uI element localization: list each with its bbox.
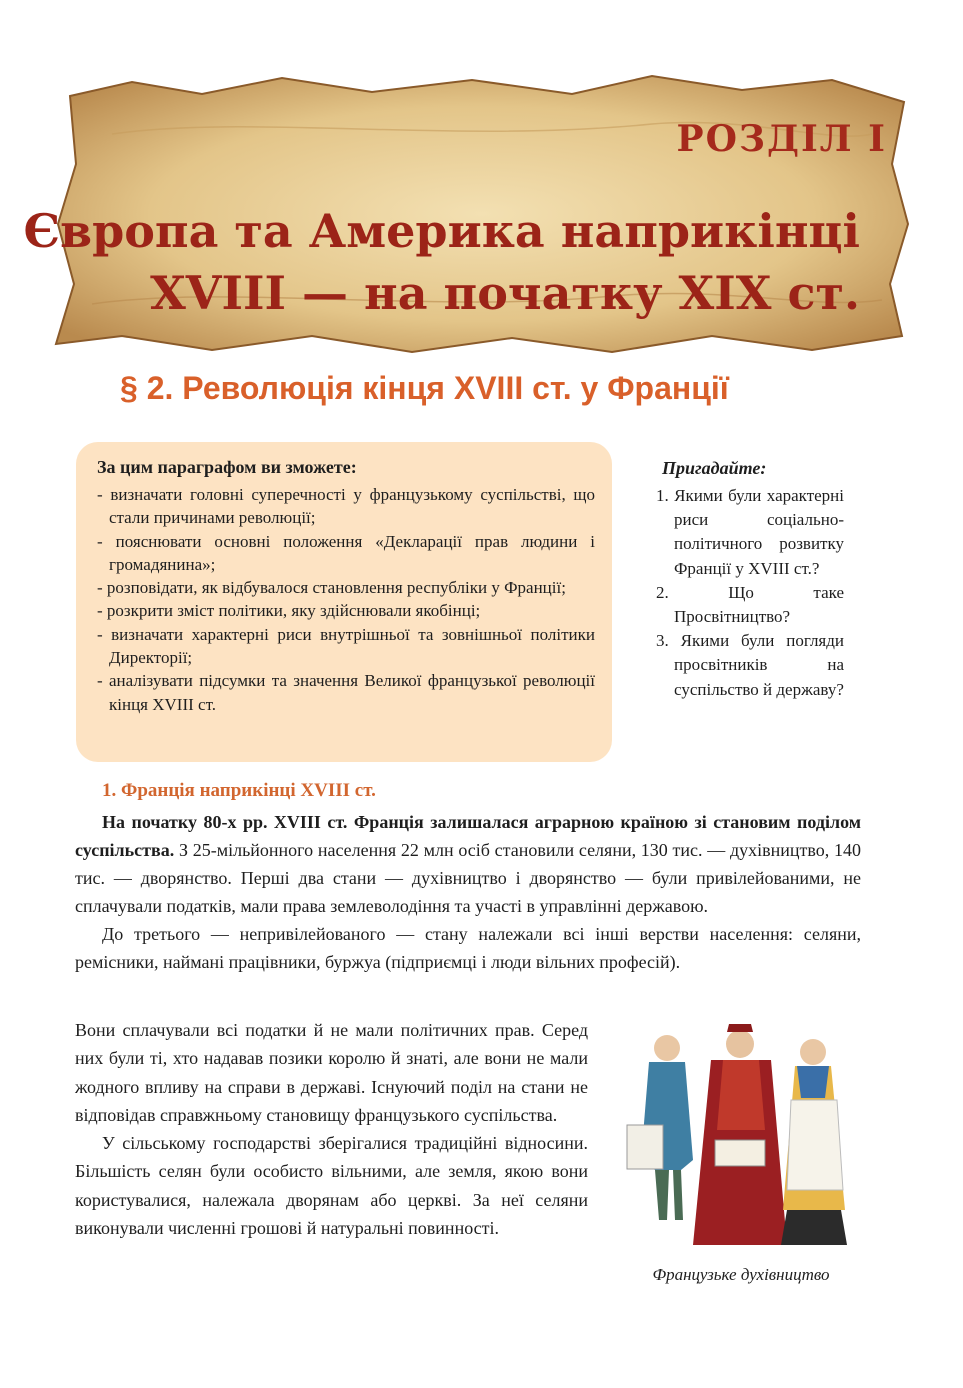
figure-left-icon	[627, 1035, 693, 1220]
goal-item: - визначати головні суперечності у французькому суспільстві, що стали причинами революції;	[97, 485, 595, 528]
goals-heading: За цим параграфом ви зможете:	[97, 457, 357, 477]
goal-item: - розповідати, як відбувалося становлення республіки у Франції;	[97, 578, 566, 598]
section-label: РОЗДІЛ І	[676, 118, 887, 160]
recall-item: 1. Якими були характерні риси соціально-політичного розвитку Франції у XVIII ст.?	[656, 486, 844, 578]
paragraph-2-start: До третього — непривілейованого — стану належали всі інші верстви населення: селяни, ремісники, наймані працівники, буржуа (підприємці і люди вільних професій).	[75, 924, 861, 972]
recall-list	[656, 484, 844, 702]
paragraph-1	[75, 808, 861, 920]
recall-item: 3. Якими були погляди просвітників на суспільство й державу?	[656, 631, 844, 699]
clergy-illustration	[615, 1020, 865, 1255]
figure-cardinal-icon	[693, 1024, 787, 1245]
figure-right-icon	[781, 1039, 847, 1245]
goal-item: - визначати характерні риси внутрішньої та зовнішньої політики Директорії;	[97, 624, 595, 668]
paragraph-2-continued: Вони сплачували всі податки й не мали політичних прав. Серед них були ті, хто надавав позики королю й знаті, але вони не мали жодного впливу на справи в державі. Існуючий поділ на стани не відповідав справжньому становищу французького суспільства.	[75, 1020, 588, 1125]
body-text-full	[75, 808, 861, 976]
goal-item: - розкрити зміст політики, яку здійснювали якобінці;	[97, 601, 481, 621]
chapter-title-line1: Європа та Америка наприкінці	[23, 204, 860, 258]
goals-list	[97, 483, 595, 716]
section-heading: 1. Франція наприкінці XVIII ст.	[102, 780, 376, 801]
recall-heading: Пригадайте:	[662, 458, 767, 478]
recall-item: 2. Що таке Просвітництво?	[656, 582, 844, 627]
paragraph-3: У сільському господарстві зберігалися традиційні відносини. Більшість селян були особисто вільними, але земля, якою вони користувалися, належала дворянам або церкві. За неї селяни виконували численні грошові й натуральні повинності.	[75, 1133, 588, 1239]
paragraph-1-lead: На початку 80-х рр. XVIII ст. Франція залишалася аграрною країною зі становим поділом суспільства.	[75, 812, 861, 860]
goal-item: - аналізувати підсумки та значення Великої французької революції кінця XVIII ст.	[97, 671, 595, 714]
goal-item: - пояснювати основні положення «Декларації прав людини і громадянина»;	[97, 531, 595, 574]
figure-caption: Французьке духівництво	[652, 1265, 830, 1284]
body-text-narrow	[75, 1016, 588, 1242]
chapter-title	[24, 200, 860, 324]
paragraph-1-rest: З 25-мільйонного населення 22 млн осіб становили селяни, 130 тис. — духівництво, 140 тис. — дворянство. Перші два стани — духівництво і дворянство — були привілейованими, не сплачували податків, мали права землеволодіння та участі в управлінні державою.	[75, 840, 861, 916]
chapter-title-line2: XVIII — на початку XIX ст.	[150, 266, 860, 320]
paragraph-title: § 2. Революція кінця XVIII ст. у Франції	[120, 370, 729, 406]
